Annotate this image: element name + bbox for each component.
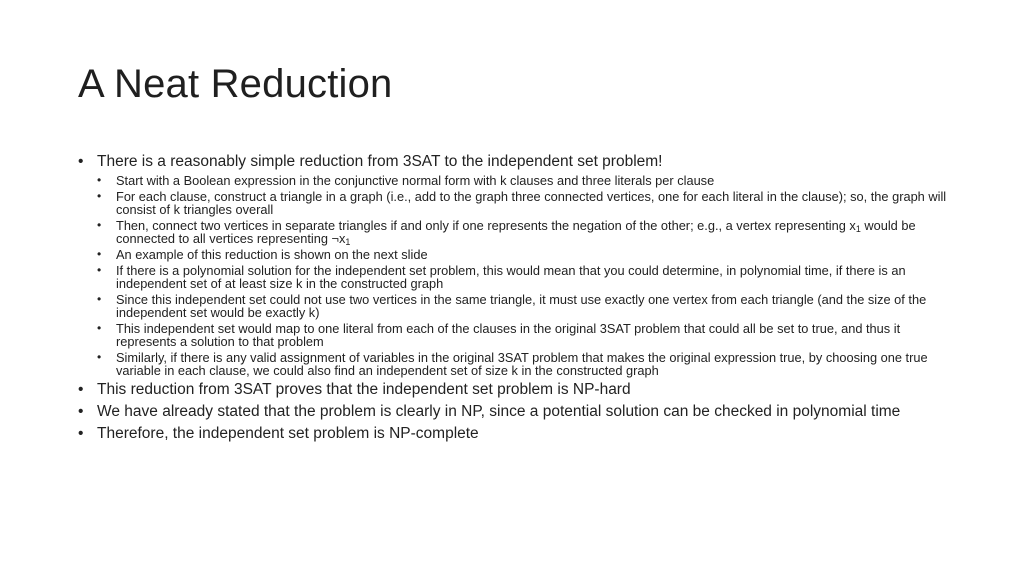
bullet-text: This reduction from 3SAT proves that the independent set problem is NP-hard (97, 381, 631, 398)
sub-bullet-item (97, 218, 958, 248)
bullet-list (78, 153, 958, 442)
bullet-text: Therefore, the independent set problem is NP-complete (97, 425, 479, 442)
sub-bullet-item (97, 190, 958, 216)
sub-bullet-list (97, 174, 958, 377)
sub-bullet-text: Then, connect two vertices in separate triangles if and only if one represents the negation of the other; e.g., a vertex representing x (116, 218, 856, 233)
sub-bullet-text: Similarly, if there is any valid assignment of variables in the original 3SAT problem that makes the original expression true, by choosing one true variable in each clause, we could also find an independent set of size k in the constructed graph (116, 350, 928, 378)
bullet-text: We have already stated that the problem is clearly in NP, since a potential solution can be checked in polynomial time (97, 403, 901, 420)
subscript: 1 (345, 237, 351, 248)
bullet-item (78, 403, 958, 420)
sub-bullet-text: This independent set would map to one literal from each of the clauses in the original 3SAT problem that could all be set to true, and thus it represents a solution to that problem (116, 321, 901, 349)
sub-bullet-text: would be connected to all vertices representing ¬x (116, 218, 916, 246)
sub-bullet-container (78, 174, 958, 377)
sub-bullet-text: If there is a polynomial solution for the independent set problem, this would mean that you could determine, in polynomial time, if there is an independent set of at least size k in the constructed graph (116, 263, 906, 291)
sub-bullet-text: Since this independent set could not use two vertices in the same triangle, it must use exactly one vertex from each triangle (and the size of the independent set would be exactly k) (116, 292, 927, 320)
slide-title: A Neat Reduction (78, 62, 393, 106)
sub-bullet-text: An example of this reduction is shown on the next slide (116, 247, 428, 262)
bullet-item (78, 381, 958, 398)
sub-bullet-item (97, 322, 958, 348)
sub-bullet-text: Start with a Boolean expression in the conjunctive normal form with k clauses and three literals per clause (116, 173, 715, 188)
slide-content (78, 153, 958, 447)
bullet-item (78, 425, 958, 442)
sub-bullet-item (97, 174, 958, 187)
sub-bullet-item (97, 264, 958, 290)
subscript: 1 (855, 224, 861, 235)
sub-bullet-item (97, 351, 958, 377)
sub-bullet-text: For each clause, construct a triangle in a graph (i.e., add to the graph three connected vertices, one for each literal in the clause); so, the graph will consist of k triangles overall (116, 189, 947, 217)
sub-bullet-item (97, 248, 958, 261)
sub-bullet-item (97, 293, 958, 319)
bullet-item (78, 153, 958, 170)
bullet-text: There is a reasonably simple reduction from 3SAT to the independent set problem! (97, 153, 663, 170)
